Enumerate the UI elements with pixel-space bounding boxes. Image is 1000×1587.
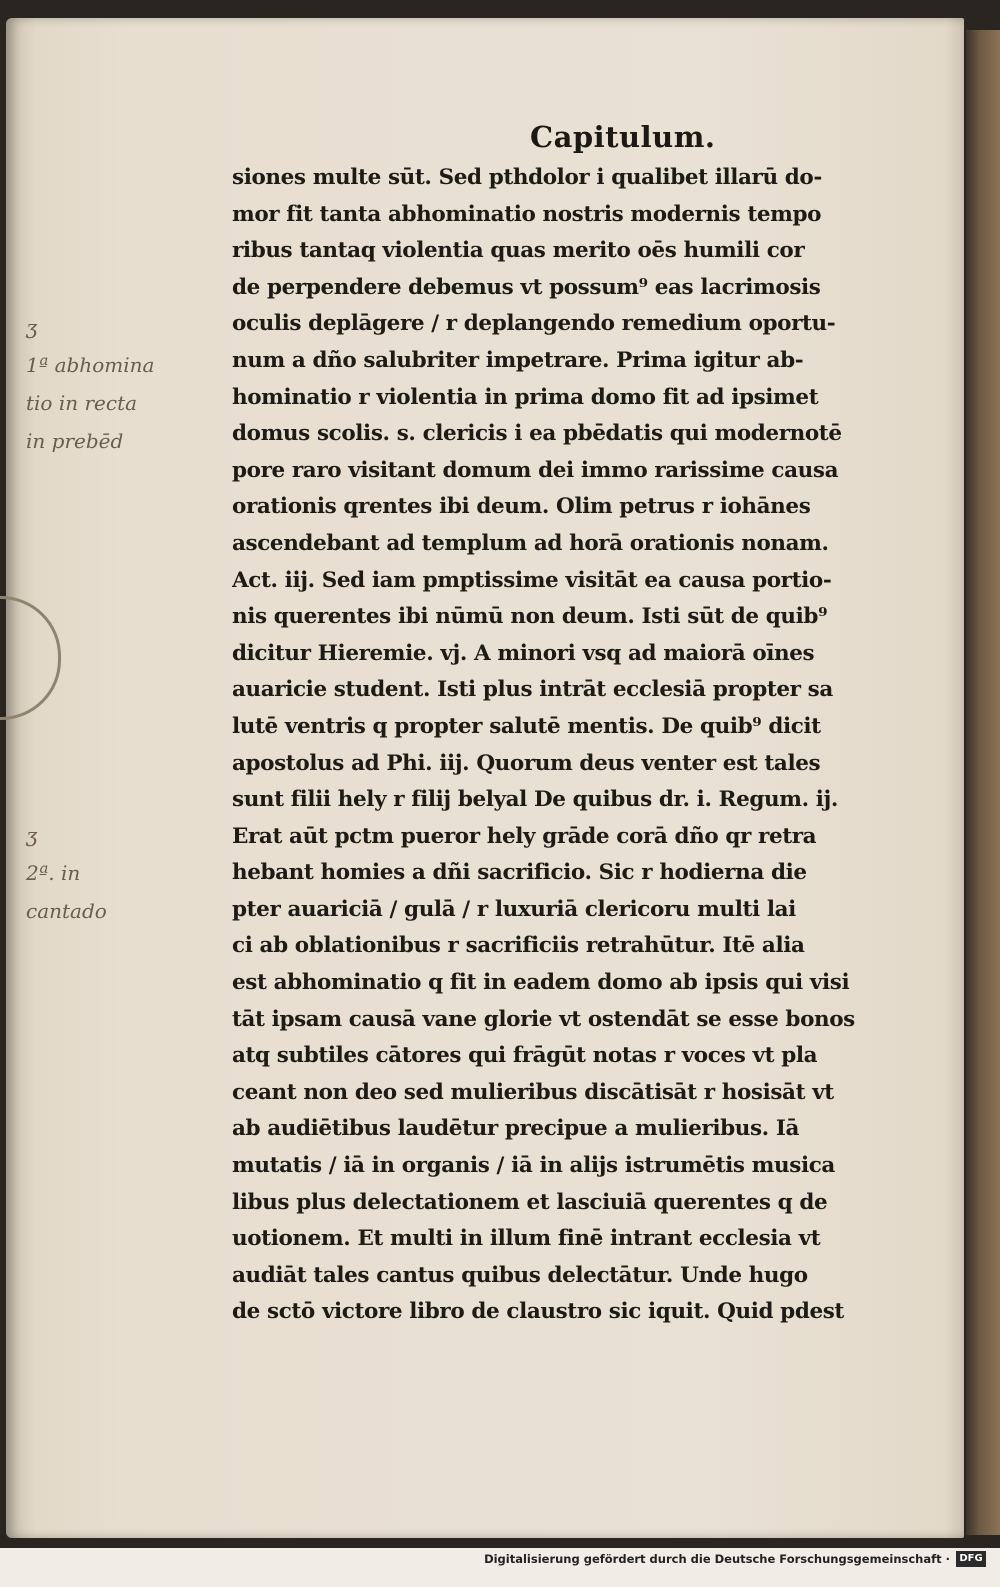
adjacent-page-edge — [966, 30, 1000, 1535]
marginal-note-line: cantado — [26, 899, 107, 923]
text-line: ceant non deo sed mulieribus discātisāt r hosisāt vt — [232, 1079, 834, 1105]
text-line: pter auariciā / gulā / r luxuriā clericoru multi lai — [232, 896, 796, 922]
marginal-note-2 — [26, 816, 107, 930]
text-line: orationis qrentes ibi deum. Olim petrus r iohānes — [232, 494, 811, 520]
text-line: nis querentes ibi nūmū non deum. Isti sūt de quib⁹ — [232, 604, 828, 630]
text-line: libus plus delectationem et lasciuiā querentes q de — [232, 1189, 828, 1215]
text-line: ascendebant ad templum ad horā orationis nonam. — [232, 530, 829, 556]
text-line: tāt ipsam causā vane glorie vt ostendāt se esse bonos — [232, 1006, 855, 1032]
text-line: mor fit tanta abhominatio nostris modernis tempo — [232, 201, 822, 227]
text-line: Erat aūt pctm pueror hely grāde corā dño qr retra — [232, 823, 817, 849]
text-line: ribus tantaq violentia quas merito oēs humili cor — [232, 238, 805, 264]
marginal-note-line: tio in recta — [26, 391, 138, 415]
marginal-note-line: ʒ — [26, 823, 38, 847]
text-line: sunt filii hely r filij belyal De quibus dr. i. Regum. ij. — [232, 787, 838, 813]
dfg-logo: DFG — [956, 1551, 986, 1567]
funding-credit: Digitalisierung gefördert durch die Deutsche Forschungsgemeinschaft · — [484, 1552, 950, 1566]
text-line: ab audiētibus laudētur precipue a mulieribus. Iā — [232, 1116, 800, 1142]
text-line: hominatio r violentia in prima domo fit ad ipsimet — [232, 384, 819, 410]
text-line: lutē ventris q propter salutē mentis. De quib⁹ dicit — [232, 713, 821, 739]
text-line: ci ab oblationibus r sacrificiis retrahūtur. Itē alia — [232, 933, 805, 959]
text-line: audiāt tales cantus quibus delectātur. Unde hugo — [232, 1262, 808, 1288]
marginal-note-line: ʒ — [26, 315, 38, 339]
text-line: auaricie student. Isti plus intrāt ecclesiā propter sa — [232, 677, 833, 703]
marginal-note-1 — [26, 308, 154, 460]
text-line: pore raro visitant domum dei immo rarissime causa — [232, 457, 839, 483]
text-line: de perpendere debemus vt possum⁹ eas lacrimosis — [232, 274, 821, 300]
marginal-note-line: in prebēd — [26, 429, 124, 453]
clasp-ring-mark — [0, 596, 61, 720]
text-line: est abhominatio q fit in eadem domo ab ipsis qui visi — [232, 970, 850, 996]
text-line: siones multe sūt. Sed pthdolor i qualibet illarū do- — [232, 165, 822, 190]
text-line: num a dño salubriter impetrare. Prima igitur ab- — [232, 347, 804, 373]
text-line: oculis deplāgere / r deplangendo remedium oportu- — [232, 311, 836, 337]
body-text — [232, 160, 952, 1331]
text-line: uotionem. Et multi in illum finē intrant ecclesia vt — [232, 1226, 821, 1252]
text-line: mutatis / iā in organis / iā in alijs istrumētis musica — [232, 1153, 835, 1179]
text-line: hebant homies a dñi sacrificio. Sic r hodierna die — [232, 860, 807, 886]
text-line: Act. iij. Sed iam pmptissime visitāt ea causa portio- — [232, 567, 832, 593]
page-header: Capitulum. — [530, 120, 716, 154]
text-line: apostolus ad Phi. iij. Quorum deus venter est tales — [232, 750, 821, 776]
marginal-note-line: 1ª abhomina — [26, 353, 155, 377]
text-line: de sctō victore libro de claustro sic iquit. Quid pdest — [232, 1299, 844, 1325]
text-line: domus scolis. s. clericis i ea pbēdatis qui modernotē — [232, 421, 842, 447]
marginal-note-line: 2ª. in — [26, 861, 81, 885]
text-line: dicitur Hieremie. vj. A minori vsq ad maiorā oīnes — [232, 640, 815, 666]
text-line: atq subtiles cātores qui frāgūt notas r voces vt pla — [232, 1043, 818, 1069]
